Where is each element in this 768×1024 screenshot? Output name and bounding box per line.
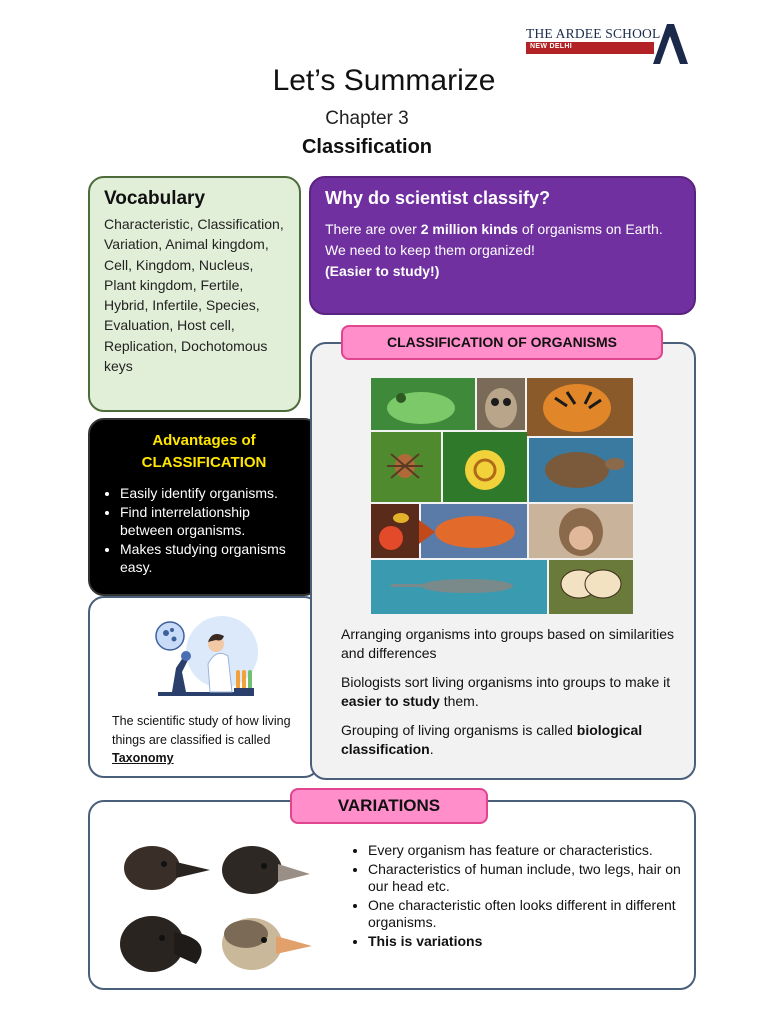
why-classify-body [325, 219, 680, 282]
list-item: • Characteristics of human include, two legs, hair on our head etc. [368, 861, 688, 896]
classification-para-2 [341, 673, 681, 711]
vocabulary-box [88, 176, 301, 412]
taxonomy-box [88, 596, 320, 778]
finch-head-4 [222, 918, 312, 970]
para2-start: Biologists sort living organisms into groups to make it [341, 674, 671, 690]
list-item: • Easily identify organisms. [120, 484, 306, 502]
finch-head-3 [120, 916, 202, 972]
para3-start: Grouping of living organisms is called [341, 722, 577, 738]
advantages-list [102, 484, 306, 576]
finch-head-2 [222, 846, 310, 894]
page-title: Let’s Summarize [272, 64, 496, 97]
school-logo [524, 24, 688, 68]
finch-head-1 [124, 846, 210, 890]
school-name: THE ARDEE SCHOOL [526, 26, 661, 41]
list-item: • Makes studying organisms easy. [120, 540, 306, 576]
taxonomy-term: Taxonomy [112, 751, 174, 765]
organisms-collage-image [371, 378, 633, 614]
advantages-box [88, 418, 320, 596]
why-line1-end: of organisms on Earth. [517, 221, 663, 237]
advantages-title-line2: CLASSIFICATION [141, 454, 267, 471]
list-item: • This is variations [368, 933, 688, 951]
taxonomy-definition: The scientific study of how living things are classified is called [112, 714, 291, 747]
why-classify-box [309, 176, 696, 315]
para2-bold: easier to study [341, 693, 440, 709]
variations-title: VARIATIONS [290, 788, 488, 824]
classification-para-3 [341, 721, 681, 759]
topic-title: Classification [301, 136, 433, 158]
school-a-mark-icon [650, 24, 688, 66]
classification-text [341, 625, 681, 769]
para2-end: them. [439, 693, 479, 709]
why-line3: (Easier to study!) [325, 263, 440, 279]
chapter-label: Chapter 3 [325, 108, 409, 129]
list-item: • Every organism has feature or characteristics. [368, 842, 688, 860]
finch-beaks-image [118, 836, 318, 980]
classification-of-organisms-title: CLASSIFICATION OF ORGANISMS [341, 325, 663, 360]
para3-bold: biological classification [341, 722, 643, 757]
why-line1-bold: 2 million kinds [420, 221, 518, 237]
classification-para-1: Arranging organisms into groups based on similarities and differences [341, 626, 675, 661]
advantages-title-line1: Advantages of [152, 432, 256, 449]
taxonomy-text [112, 712, 302, 768]
why-line2: We need to keep them organized! [325, 242, 535, 258]
vocabulary-title: Vocabulary [104, 188, 206, 209]
school-location: NEW DELHI [530, 43, 572, 50]
vocabulary-list: Characteristic, Classification, Variation, Animal kingdom, Cell, Kingdom, Nucleus, Plant kingdom, Fertile, Hybrid, Infertile, Species, Evaluation, Host cell, Replication, Dochotomous keys [104, 216, 284, 375]
para3-end: . [429, 741, 434, 757]
why-classify-title: Why do scientist classify? [325, 188, 551, 208]
list-item: • Find interrelationship between organisms. [120, 503, 306, 539]
variations-list [348, 842, 688, 952]
scientist-microscope-icon [150, 612, 262, 704]
list-item: • One characteristic often looks different in different organisms. [368, 897, 688, 932]
why-line1-start: There are over [325, 221, 421, 237]
